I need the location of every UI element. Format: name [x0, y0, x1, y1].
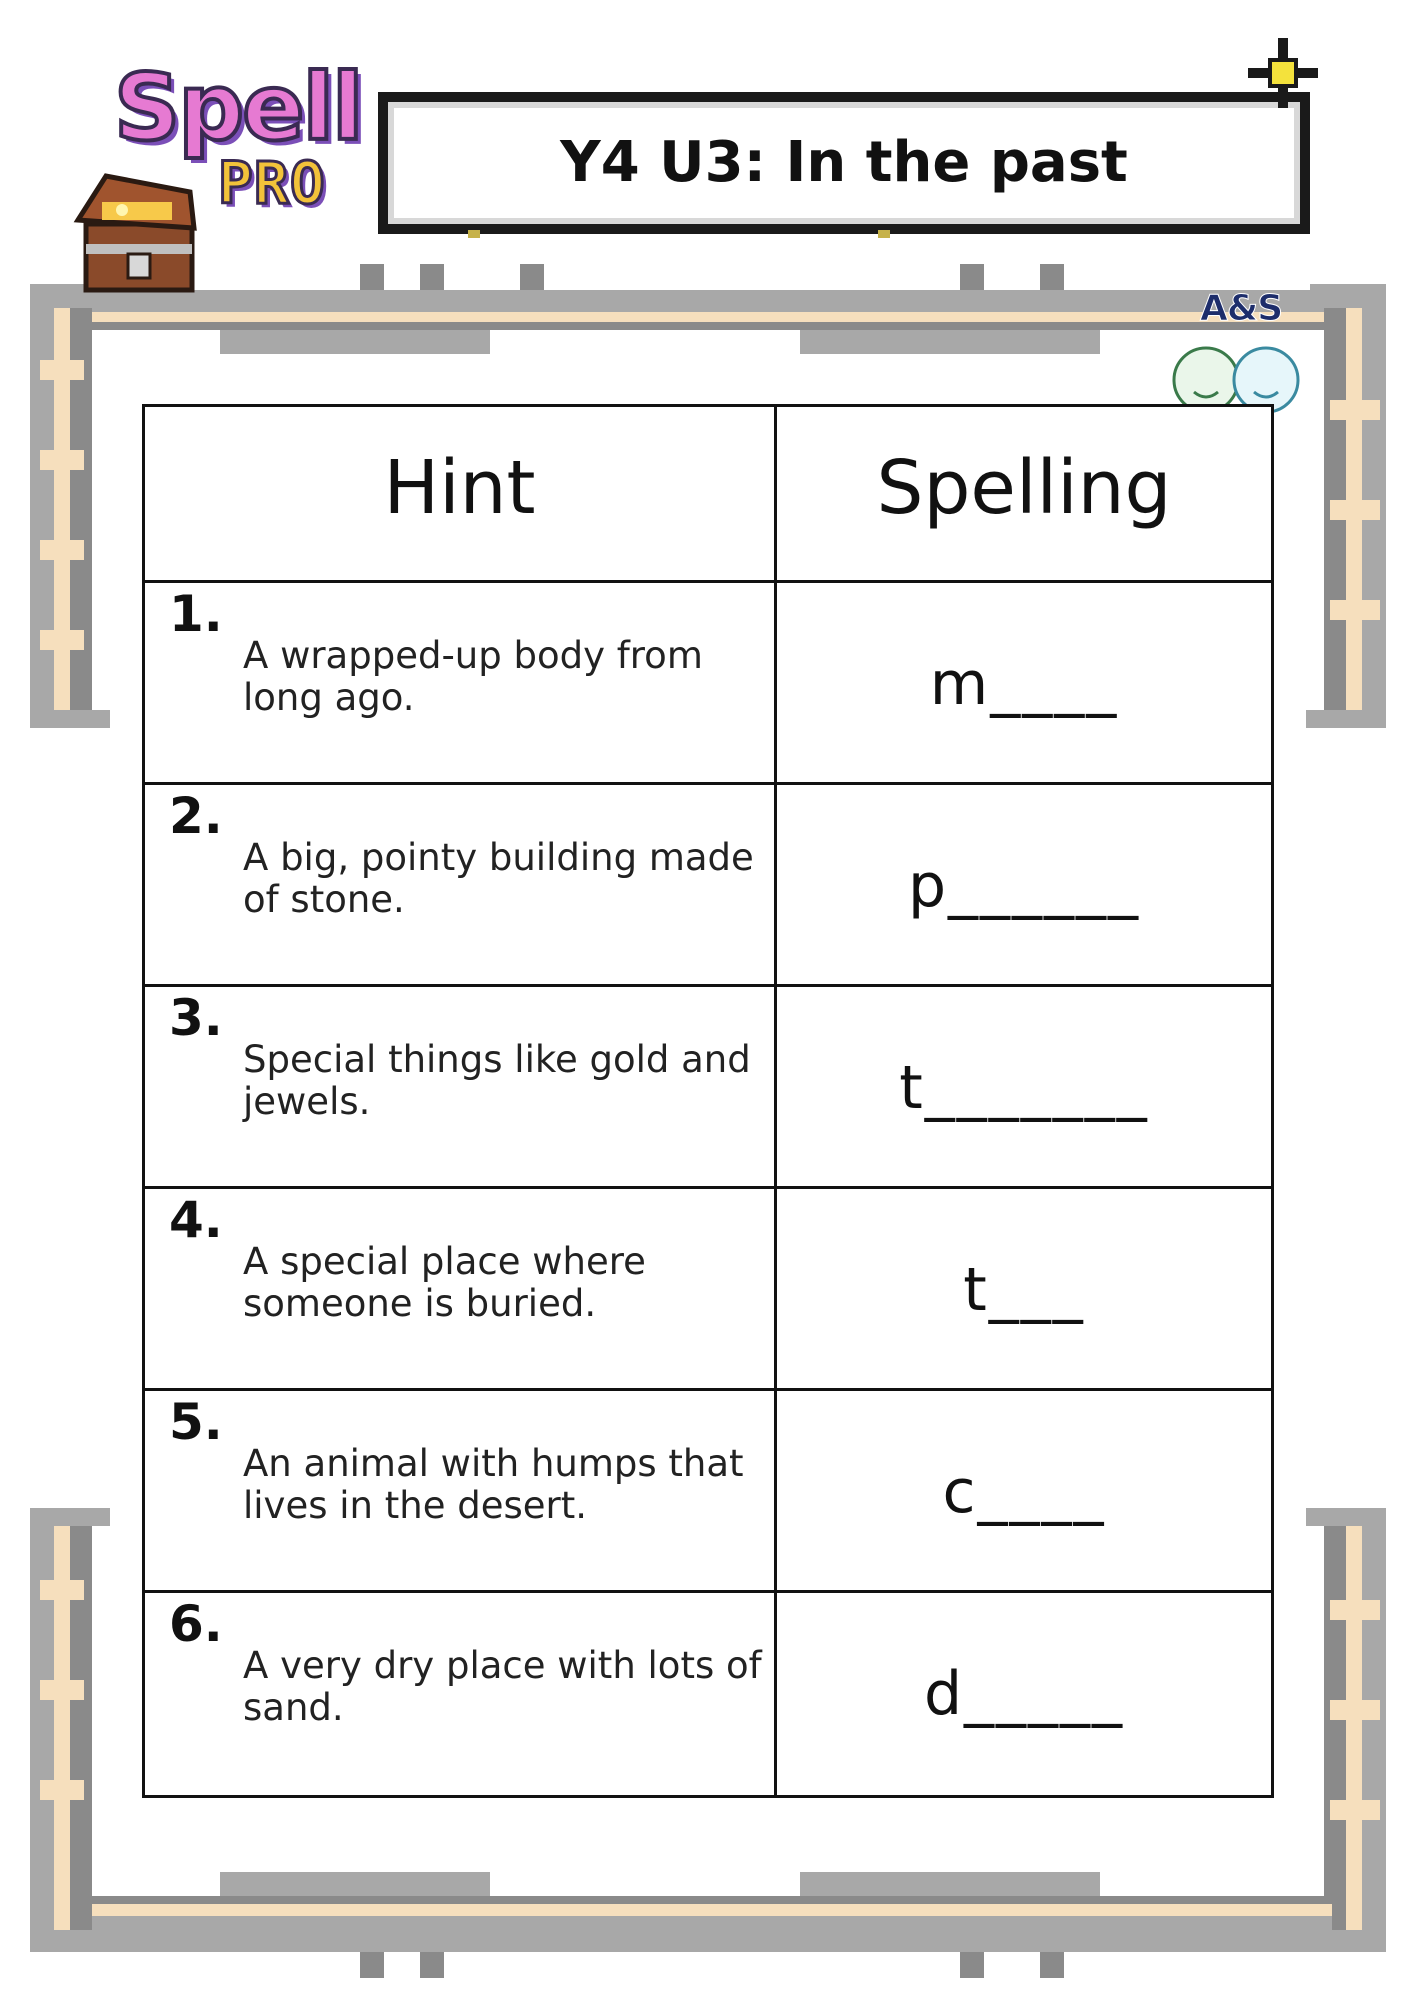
row-hint: An animal with humps that lives in the desert.	[243, 1442, 744, 1527]
table-row	[145, 583, 1271, 785]
row-number: 5.	[169, 1393, 223, 1451]
table-row	[145, 1593, 1271, 1795]
banner-rivet	[878, 230, 890, 238]
banner-rivet	[468, 230, 480, 238]
row-number: 4.	[169, 1191, 223, 1249]
table-row	[145, 785, 1271, 987]
row-answer-blank[interactable]: t___	[963, 1255, 1085, 1325]
spelling-table	[142, 404, 1274, 1798]
treasure-chest-icon	[66, 162, 216, 302]
table-row	[145, 987, 1271, 1189]
table-header-row	[145, 407, 1271, 583]
row-hint: Special things like gold and jewels.	[243, 1038, 751, 1123]
row-number: 2.	[169, 787, 223, 845]
row-number: 1.	[169, 585, 223, 643]
header-spelling: Spelling	[876, 445, 1172, 531]
row-hint: A very dry place with lots of sand.	[243, 1644, 762, 1729]
table-row	[145, 1391, 1271, 1593]
row-hint: A big, pointy building made of stone.	[243, 836, 754, 921]
row-number: 3.	[169, 989, 223, 1047]
header-hint: Hint	[383, 445, 536, 531]
row-hint: A wrapped-up body from long ago.	[243, 634, 703, 719]
spellpro-logo	[66, 54, 376, 302]
table-row	[145, 1189, 1271, 1391]
row-answer-blank[interactable]: t_______	[899, 1053, 1149, 1123]
row-answer-blank[interactable]: m____	[929, 649, 1119, 719]
badge-text: A&S	[1200, 288, 1283, 329]
title-banner	[378, 92, 1310, 234]
page-title: Y4 U3: In the past	[560, 130, 1128, 195]
row-answer-blank[interactable]: d_____	[923, 1659, 1125, 1729]
row-hint: A special place where someone is buried.	[243, 1240, 646, 1325]
row-answer-blank[interactable]: c____	[942, 1457, 1106, 1527]
logo-pro-text: PRO	[218, 149, 326, 217]
sparkle-icon	[1248, 38, 1318, 108]
row-number: 6.	[169, 1595, 223, 1653]
row-answer-blank[interactable]: p______	[907, 851, 1141, 921]
logo-spell-text: Spell	[114, 54, 362, 161]
